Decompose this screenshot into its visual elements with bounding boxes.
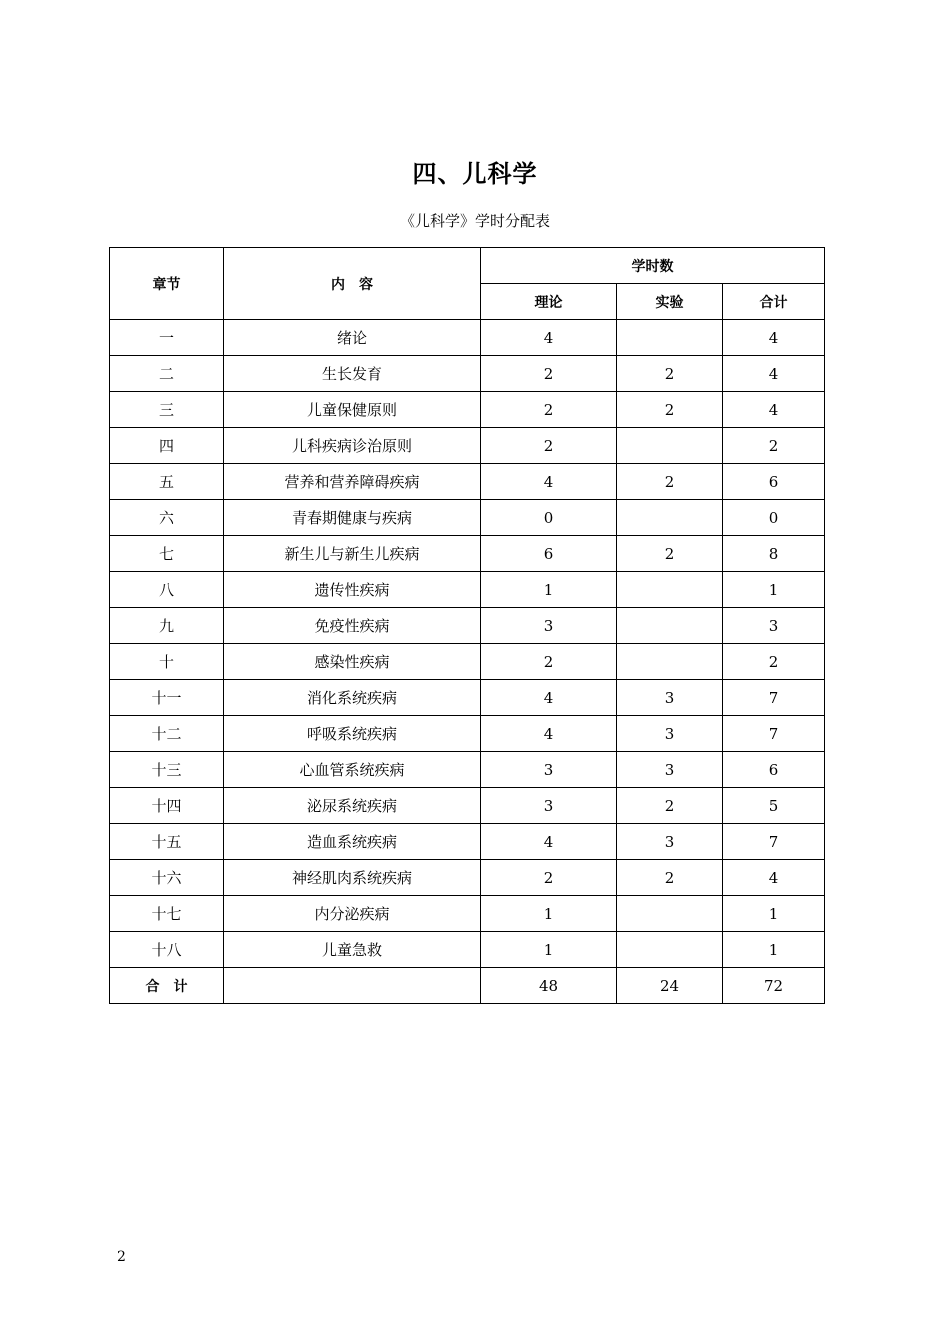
content-cell: 呼吸系统疾病 — [224, 716, 481, 752]
table-row — [110, 500, 825, 536]
table-caption: 《儿科学》学时分配表 — [399, 212, 550, 230]
total-cell: 72 — [723, 968, 825, 1004]
total-cell: 4 — [723, 392, 825, 428]
table-row — [110, 356, 825, 392]
content-cell: 遗传性疾病 — [224, 572, 481, 608]
total-cell: 7 — [723, 680, 825, 716]
content-cell: 感染性疾病 — [224, 644, 481, 680]
lab-cell: 3 — [617, 824, 723, 860]
total-cell: 1 — [723, 932, 825, 968]
content-cell: 消化系统疾病 — [224, 680, 481, 716]
table-header-row — [110, 248, 825, 284]
total-cell: 8 — [723, 536, 825, 572]
content-cell: 泌尿系统疾病 — [224, 788, 481, 824]
chapter-cell: 十 — [110, 644, 224, 680]
theory-cell: 2 — [481, 644, 617, 680]
theory-cell: 4 — [481, 716, 617, 752]
lab-cell: 2 — [617, 392, 723, 428]
total-cell: 7 — [723, 824, 825, 860]
table-row — [110, 428, 825, 464]
content-cell: 儿童保健原则 — [224, 392, 481, 428]
table-row — [110, 320, 825, 356]
content-cell: 神经肌肉系统疾病 — [224, 860, 481, 896]
header-theory: 理论 — [481, 284, 617, 320]
page-title: 四、儿科学 — [412, 160, 538, 188]
lab-cell — [617, 932, 723, 968]
chapter-cell: 六 — [110, 500, 224, 536]
theory-cell: 0 — [481, 500, 617, 536]
header-lab: 实验 — [617, 284, 723, 320]
content-cell: 青春期健康与疾病 — [224, 500, 481, 536]
header-total: 合计 — [723, 284, 825, 320]
theory-cell: 3 — [481, 788, 617, 824]
theory-cell: 4 — [481, 824, 617, 860]
total-cell: 4 — [723, 860, 825, 896]
chapter-cell: 三 — [110, 392, 224, 428]
theory-cell: 4 — [481, 320, 617, 356]
lab-cell: 2 — [617, 788, 723, 824]
theory-cell: 4 — [481, 680, 617, 716]
lab-cell: 2 — [617, 464, 723, 500]
content-cell: 心血管系统疾病 — [224, 752, 481, 788]
table-row — [110, 392, 825, 428]
table-row — [110, 896, 825, 932]
chapter-cell: 十二 — [110, 716, 224, 752]
total-cell: 4 — [723, 356, 825, 392]
chapter-cell: 二 — [110, 356, 224, 392]
chapter-cell: 十七 — [110, 896, 224, 932]
total-row — [110, 968, 825, 1004]
table-row — [110, 860, 825, 896]
lab-cell — [617, 500, 723, 536]
chapter-cell: 十一 — [110, 680, 224, 716]
theory-cell: 1 — [481, 896, 617, 932]
chapter-cell: 十八 — [110, 932, 224, 968]
content-cell: 营养和营养障碍疾病 — [224, 464, 481, 500]
content-cell: 儿童急救 — [224, 932, 481, 968]
lab-cell: 3 — [617, 716, 723, 752]
content-cell: 生长发育 — [224, 356, 481, 392]
theory-cell: 48 — [481, 968, 617, 1004]
header-hours: 学时数 — [481, 248, 825, 284]
lab-cell — [617, 644, 723, 680]
chapter-cell: 八 — [110, 572, 224, 608]
table-row — [110, 716, 825, 752]
chapter-cell: 九 — [110, 608, 224, 644]
table-row — [110, 788, 825, 824]
table-row — [110, 536, 825, 572]
header-chapter: 章节 — [110, 248, 224, 320]
lab-cell — [617, 608, 723, 644]
chapter-cell: 十三 — [110, 752, 224, 788]
content-cell: 新生儿与新生儿疾病 — [224, 536, 481, 572]
lab-cell: 2 — [617, 536, 723, 572]
chapter-cell: 七 — [110, 536, 224, 572]
chapter-cell: 十四 — [110, 788, 224, 824]
table-row — [110, 608, 825, 644]
theory-cell: 1 — [481, 932, 617, 968]
table-row — [110, 644, 825, 680]
total-cell: 7 — [723, 716, 825, 752]
hours-allocation-table — [109, 247, 825, 1004]
content-cell: 儿科疾病诊治原则 — [224, 428, 481, 464]
total-cell: 4 — [723, 320, 825, 356]
content-cell — [224, 968, 481, 1004]
content-cell: 内分泌疾病 — [224, 896, 481, 932]
total-cell: 1 — [723, 896, 825, 932]
lab-cell: 2 — [617, 356, 723, 392]
theory-cell: 2 — [481, 860, 617, 896]
theory-cell: 1 — [481, 572, 617, 608]
total-cell: 6 — [723, 752, 825, 788]
theory-cell: 6 — [481, 536, 617, 572]
total-label-cell: 合 计 — [110, 968, 224, 1004]
theory-cell: 4 — [481, 464, 617, 500]
lab-cell — [617, 320, 723, 356]
chapter-cell: 四 — [110, 428, 224, 464]
total-cell: 0 — [723, 500, 825, 536]
table-row — [110, 464, 825, 500]
total-cell: 5 — [723, 788, 825, 824]
chapter-cell: 十五 — [110, 824, 224, 860]
content-cell: 绪论 — [224, 320, 481, 356]
table-row — [110, 932, 825, 968]
lab-cell: 3 — [617, 752, 723, 788]
page-number: 2 — [117, 1249, 126, 1265]
total-cell: 1 — [723, 572, 825, 608]
header-content: 内 容 — [224, 248, 481, 320]
content-cell: 造血系统疾病 — [224, 824, 481, 860]
chapter-cell: 十六 — [110, 860, 224, 896]
lab-cell: 2 — [617, 860, 723, 896]
lab-cell — [617, 896, 723, 932]
table-row — [110, 680, 825, 716]
total-cell: 3 — [723, 608, 825, 644]
lab-cell: 3 — [617, 680, 723, 716]
theory-cell: 2 — [481, 356, 617, 392]
chapter-cell: 一 — [110, 320, 224, 356]
lab-cell: 24 — [617, 968, 723, 1004]
theory-cell: 3 — [481, 752, 617, 788]
lab-cell — [617, 572, 723, 608]
theory-cell: 2 — [481, 428, 617, 464]
total-cell: 6 — [723, 464, 825, 500]
table-row — [110, 752, 825, 788]
lab-cell — [617, 428, 723, 464]
total-cell: 2 — [723, 428, 825, 464]
total-cell: 2 — [723, 644, 825, 680]
theory-cell: 2 — [481, 392, 617, 428]
table-row — [110, 572, 825, 608]
table-row — [110, 824, 825, 860]
content-cell: 免疫性疾病 — [224, 608, 481, 644]
theory-cell: 3 — [481, 608, 617, 644]
chapter-cell: 五 — [110, 464, 224, 500]
